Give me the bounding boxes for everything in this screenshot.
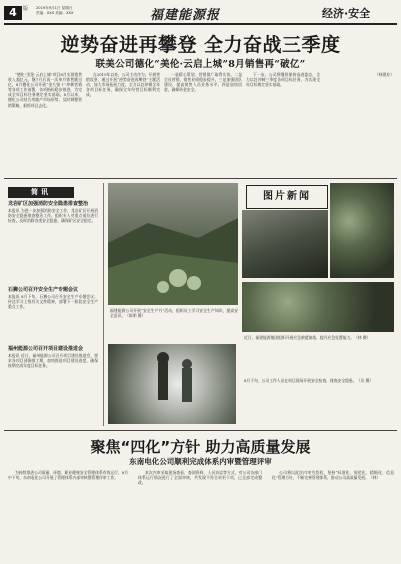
header-rule xyxy=(4,23,397,25)
headline: 逆势奋进再攀登 全力奋战三季度 xyxy=(60,34,341,56)
photo-caption-1: 福建能源公司开展“安全生产月”活动，组织员工学习安全生产知识，提高安全意识。（陈明 摄） xyxy=(110,308,238,319)
section-divider-1 xyxy=(4,178,397,179)
bottom-article-col2: 本次内审采取现场查看、查阅资料、人员访谈等方式，对公司各部门体系运行情况进行了全面审核，共发现不符合项若干项，已全部完成整改。 xyxy=(138,470,262,486)
section-divider-2 xyxy=(4,430,397,431)
photo-mid-right xyxy=(242,210,328,278)
photo-top-right xyxy=(330,183,394,278)
lead-article-col5: （林建业） xyxy=(375,72,394,77)
farm-field-photo xyxy=(108,183,238,305)
brief-item-body: 本报讯 近日，福州能源公司召开项目建设推进会，要求各项目部倒排工期，加快推进项目建设进度，确保按期完成年度目标任务。 xyxy=(8,352,98,368)
brief-item-2 xyxy=(8,287,98,346)
bottom-article-col1: 为持续推进公司质量、环境、职业健康安全管理体系有效运行，8月中下旬，东南电化公司开展了管理体系内部审核暨管理评审工作。 xyxy=(8,470,128,481)
subheadline: 联美公司德化“美伦·云启上城”8月销售再“破亿” xyxy=(95,59,306,70)
bottom-article-col3: 公司将以此次内审为契机，坚持“标准化、规范化、精细化、信息化”管理方针，不断完善管理体系，推动公司高质量发展。（林） xyxy=(272,470,394,481)
section-title: 经济·安全 xyxy=(322,7,371,20)
brief-item-title: 石狮公司召开安全生产专题会议 xyxy=(8,287,79,293)
photo-top-left xyxy=(108,183,238,305)
photo-lower-left xyxy=(108,344,236,424)
brief-item-body: 本报讯 8月下旬，石狮公司召开安全生产专题会议，传达学习上级有关文件精神，部署下一阶段安全生产重点工作。 xyxy=(8,293,98,309)
lead-article-col4: 下一步，公司将继续保持奋进姿态，全力以赴冲刺三季度各项目标任务，为实现全年目标奠定坚实基础。 xyxy=(246,72,320,88)
bottom-headline: 聚焦“四化”方针 助力高质量发展 xyxy=(90,438,311,456)
brief-item-title: 龙岩矿区加强消防安全隐患排查整治 xyxy=(8,201,89,207)
issue-date: 2019年9月1日 星期日 xyxy=(36,6,73,10)
paper-name: 福建能源报 xyxy=(150,8,221,23)
bottom-subheadline: 东南电化公司顺利完成体系内审暨管理评审 xyxy=(129,457,272,466)
lead-article-col2: 自2019年以来，公司主动作为，开展营销攻坚，通过开展“逆势奋进再攀登”主题活动，加大市场拓展力度，全力以赴冲刺全年各项目标任务，确保全年经营目标顺利完成。 xyxy=(86,72,160,98)
lead-article-col1: “德化”美伦·云启上城”项目8月实现销售收入超亿元，继7月后再一次单月销售额过亿，8月德化公司开展“金九银十”冲刺营销等各项工作部署，各项指标稳步推进，为完成全年目标任务奠定坚实基础。8月以来，德化公司结合房地产市场形势，及时调整营销策略，狠抓项目去化。 xyxy=(8,72,82,108)
page-number-badge: 4 xyxy=(4,6,22,20)
brief-label: 简讯 xyxy=(8,187,74,198)
brief-item-3 xyxy=(8,346,98,425)
brief-item-body: 本报讯 为进一步加强消防安全工作，龙岩矿区开展消防安全隐患排查整治工作，组织专人对重点部位进行检查，及时消除各类安全隐患，确保矿区安全稳定。 xyxy=(8,207,98,223)
page-suffix: 版 xyxy=(23,6,29,12)
editor-credit: 责编：XXX 美编：XXX xyxy=(36,11,74,15)
workers-photo xyxy=(108,344,236,424)
photo-caption-3: 8月下旬，公司工作人员在项目现场开展安全检查，排查安全隐患。（吴 摄） xyxy=(244,378,373,383)
photo-caption-2: 近日，福建能源集团组织开展应急救援演练，提升应急处置能力。（林 摄） xyxy=(244,335,371,340)
column-divider xyxy=(103,183,104,426)
brief-item-1 xyxy=(8,201,98,288)
lead-article-col3: 一是精心策划，营销推广取得实效。二是全员营销，销售业绩稳步提升。三是加强团队建设，提高销售人员业务水平。四是加快回款，确保资金安全。 xyxy=(164,72,242,93)
photo-news-label: 图片新闻 xyxy=(246,185,328,209)
photo-lower-right xyxy=(242,282,394,332)
brief-item-title: 福州能源公司召开项目建设推进会 xyxy=(8,346,84,352)
